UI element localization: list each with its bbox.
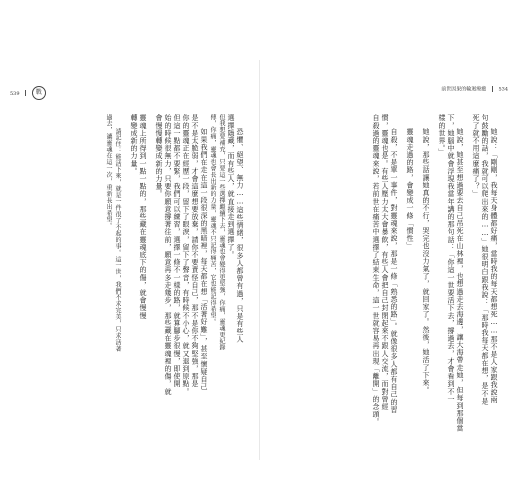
left-text-column: 恐懼、絕望、無力……這些情緒，很多人都曾有過，只是有些人 xyxy=(236,128,244,343)
left-folio xyxy=(10,86,46,100)
left-text-column: 請記住：能活下來，就是一件很了不起的事。這一世，我們不求完美，只求活著 xyxy=(114,128,121,352)
right-text-column: 自殺，不是單一事件，對靈魂來說，那是一條「熟悉的路」。就像很多人都有自己的習 xyxy=(390,128,398,414)
right-text-column xyxy=(398,114,405,444)
right-text-column xyxy=(414,114,421,444)
right-page-text xyxy=(288,114,498,444)
left-text-column: 過去，讓靈魂在這一次，重新長出希望。 xyxy=(105,114,112,230)
page-gutter xyxy=(259,60,260,460)
left-text-column: 始的時候很無力，只要你願意撐著往前，願意再多走幾步，那些藏在靈魂裡的傷，就 xyxy=(164,114,172,396)
left-page-text xyxy=(46,114,244,444)
left-text-column: 你的靈魂正在經歷一段，留下了眼淚，留下了聲音，有時候不小心，就又退到原點。 xyxy=(182,114,190,396)
right-text-column: 死了就不用這麼痛了？」 xyxy=(472,114,480,198)
right-text-column: 句鼓勵的話，我就可以爬出來的……」她很明白跟我說：「那時我每天都在想，是不是 xyxy=(481,114,489,405)
left-text-column: 傳，你痛，靈魂也會長出新的力量，靈魂不只記得痛苦，它也能記得希望。 xyxy=(209,114,216,326)
folio-divider xyxy=(25,90,26,96)
left-text-column xyxy=(122,114,129,444)
chapter-badge-icon: 戰 xyxy=(32,86,46,100)
left-text-column: 但這一點都不要緊，我們可以練習，選擇一條不一樣的路，就算腳步很慢，即使開 xyxy=(173,114,181,388)
right-text-column: 她說，那些話讓她真的不行，哭完也沒力氣了，就回家了。然後，她活了下來。 xyxy=(422,128,430,394)
right-text-column: 靈魂走過的路，會變成一條「慣性」 xyxy=(406,128,414,250)
left-text-column: 轉變成新的力量。 xyxy=(130,114,138,175)
left-text-column: 選擇隱藏，而有些人，就直接走到選擇了。 xyxy=(227,114,235,259)
running-head: 前世因果的輪迴療癒 xyxy=(441,86,487,93)
right-text-column xyxy=(430,114,437,444)
right-text-column: 她說：「剛剛，我每天身體都好痛，當時我的每天都想死……那不是人家跟我說兩 xyxy=(490,128,498,404)
left-text-column: 靈魂上所得到一點一點的，那些藏在靈魂底下的傷，就會慢慢 xyxy=(139,114,147,320)
right-text-column: 樣的世界。」 xyxy=(438,114,446,157)
left-text-column: 是不是太脆弱，才會這麼想要放棄，請你不要責怪自己，那不是你不夠堅強，那是 xyxy=(191,114,199,388)
folio-divider xyxy=(492,86,493,92)
right-text-column: 下，她腦中就會浮現我當年講的那句話：「你這一世要活下去，撐過去，才會看到不一 xyxy=(447,114,455,403)
left-text-column: 但我想要補充，只要這一些選擇繼續下去，靈魂也會變得更堅強，你痛，靈魂更紀錄 xyxy=(218,114,225,351)
right-text-column: 慣，靈魂也是。有些人壓力太大會暴飲，有些人會把自己封閉起來不跟人交流，而對曾經 xyxy=(381,114,389,411)
right-folio xyxy=(441,86,508,93)
left-text-column: 如果我們在走在這一段很深的黑暗裡，每天都在想「活著好難」，甚至懷疑自己 xyxy=(200,128,208,391)
right-text-column xyxy=(464,114,471,444)
left-text-column xyxy=(147,114,154,444)
right-page-number: 534 xyxy=(498,86,508,93)
right-text-column: 自殺過的靈魂來說，若前世在痛苦中選擇了結束生命，這一世就容易再出現「離開」的念頭。 xyxy=(372,114,380,426)
left-text-column: 會慢慢轉變成新的力量。 xyxy=(155,114,163,198)
right-text-column: 她說，她甚至想過要去自己吊死在山林裡，也想過走去海邊，讓大海帶走她，但每到那個當 xyxy=(456,128,464,432)
left-page-number: 539 xyxy=(10,90,20,97)
